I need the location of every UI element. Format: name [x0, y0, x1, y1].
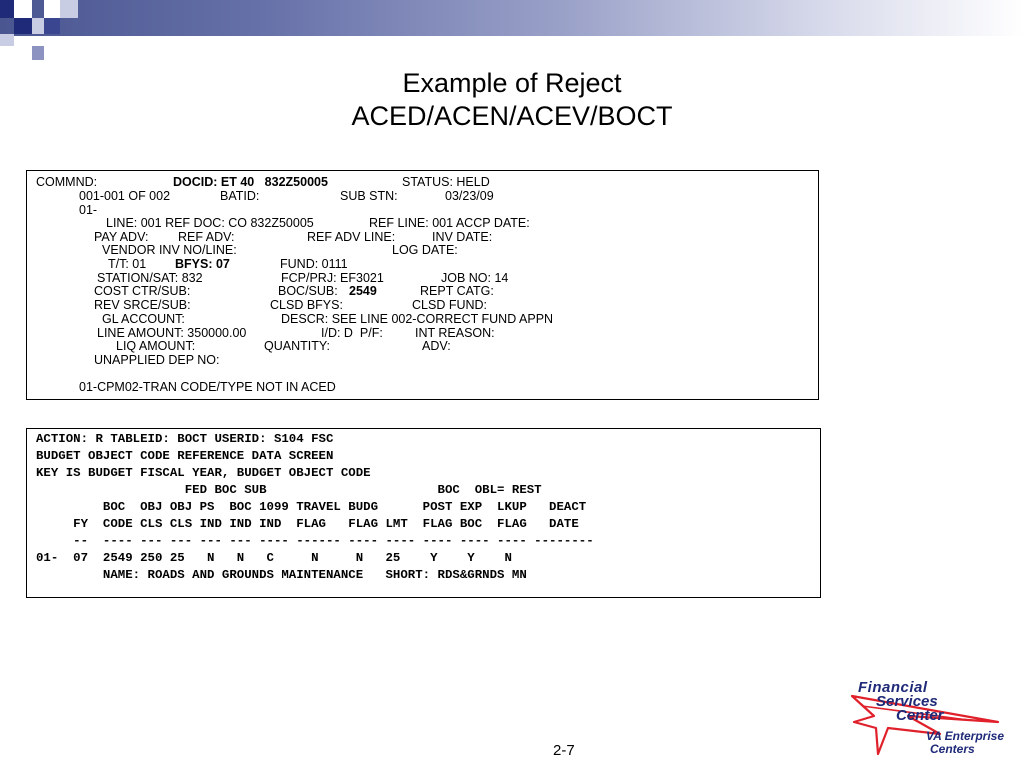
- reject-document-screen: [26, 170, 819, 400]
- clsd-fund-label: CLSD FUND:: [412, 298, 488, 312]
- screen-title-line: BUDGET OBJECT CODE REFERENCE DATA SCREEN: [36, 449, 334, 463]
- decor-square: [60, 0, 78, 18]
- key-line: KEY IS BUDGET FISCAL YEAR, BUDGET OBJECT CODE: [36, 466, 371, 480]
- line-ref-doc: LINE: 001 REF DOC: CO 832Z50005: [106, 216, 314, 230]
- slide-title-line1: Example of Reject: [402, 68, 622, 98]
- unapplied-dep-label: UNAPPLIED DEP NO:: [94, 353, 220, 367]
- int-reason-label: INT REASON:: [415, 326, 495, 340]
- logo-financial: Financial: [858, 679, 928, 696]
- table-row-name: NAME: ROADS AND GROUNDS MAINTENANCE SHORT: RDS&GRNDS MN: [36, 568, 527, 582]
- commnd-label: COMMND:: [36, 175, 98, 189]
- descr-field: DESCR: SEE LINE 002-CORRECT FUND APPN: [281, 312, 554, 326]
- bfys-field: BFYS: 07: [175, 257, 230, 271]
- decor-square: [44, 18, 60, 34]
- decor-square: [0, 34, 14, 46]
- pay-adv-label: PAY ADV:: [94, 230, 149, 244]
- logo-va-enterprise: VA Enterprise: [926, 729, 1005, 743]
- clsd-bfys-label: CLSD BFYS:: [270, 298, 343, 312]
- logo-centers: Centers: [930, 742, 975, 756]
- vendor-inv-label: VENDOR INV NO/LINE:: [102, 243, 237, 257]
- boc-sub-label: BOC/SUB:: [278, 284, 338, 298]
- log-date-label: LOG DATE:: [392, 243, 458, 257]
- fund-field: FUND: 0111: [280, 257, 348, 271]
- rev-srce-label: REV SRCE/SUB:: [94, 298, 191, 312]
- gl-account-label: GL ACCOUNT:: [102, 312, 185, 326]
- decor-square: [32, 18, 44, 34]
- batid-label: BATID:: [220, 189, 260, 203]
- page-number: 2-7: [553, 742, 575, 759]
- error-message: 01-CPM02-TRAN CODE/TYPE NOT IN ACED: [79, 380, 336, 394]
- boc-sub-value: 2549: [349, 284, 377, 298]
- tt-field: T/T: 01: [108, 257, 147, 271]
- decor-square: [32, 46, 44, 60]
- line-prefix: 01-: [79, 203, 98, 217]
- decor-square: [44, 0, 60, 18]
- table-row: 01- 07 2549 250 25 N N C N N 25 Y Y N: [36, 551, 512, 565]
- table-header-row3: FY CODE CLS CLS IND IND IND FLAG FLAG LMT FLAG BOC FLAG DATE: [36, 517, 579, 531]
- job-no-field: JOB NO: 14: [441, 271, 509, 285]
- fsc-logo: [848, 676, 1020, 764]
- cost-ctr-label: COST CTR/SUB:: [94, 284, 191, 298]
- logo-services: Services: [876, 693, 938, 710]
- rept-catg-label: REPT CATG:: [420, 284, 494, 298]
- sub-stn-label: SUB STN:: [340, 189, 398, 203]
- slide-title-line2: ACED/ACEN/ACEV/BOCT: [351, 101, 673, 131]
- table-header-row2: BOC OBJ OBJ PS BOC 1099 TRAVEL BUDG POST EXP LKUP DEACT: [36, 500, 587, 514]
- status-field: STATUS: HELD: [402, 175, 490, 189]
- station-field: STATION/SAT: 832: [97, 271, 203, 285]
- docid-field: DOCID: ET 40 832Z50005: [173, 175, 328, 189]
- line-amount-field: LINE AMOUNT: 350000.00: [97, 326, 247, 340]
- liq-amount-label: LIQ AMOUNT:: [116, 339, 196, 353]
- id-pf-field: I/D: D P/F:: [321, 326, 383, 340]
- doc-date: 03/23/09: [445, 189, 494, 203]
- logo-center: Center: [896, 707, 944, 724]
- header-gradient-bar: [0, 0, 1024, 36]
- adv-label: ADV:: [422, 339, 451, 353]
- line-count: 001-001 OF 002: [79, 189, 171, 203]
- quantity-label: QUANTITY:: [264, 339, 330, 353]
- ref-line-accp: REF LINE: 001 ACCP DATE:: [369, 216, 530, 230]
- decor-square: [14, 18, 32, 34]
- decor-square: [0, 0, 14, 18]
- ref-adv-line-label: REF ADV LINE:: [307, 230, 396, 244]
- inv-date-label: INV DATE:: [432, 230, 493, 244]
- fcp-prj-field: FCP/PRJ: EF3021: [281, 271, 384, 285]
- table-header-row1: FED BOC SUB BOC OBL= REST: [36, 483, 542, 497]
- ref-adv-label: REF ADV:: [178, 230, 235, 244]
- action-line: ACTION: R TABLEID: BOCT USERID: S104 FSC: [36, 432, 334, 446]
- boct-table-screen: [26, 428, 821, 598]
- table-separator: -- ---- --- --- --- --- ---- ------ ---- ---- ---- ---- ---- --------: [36, 534, 594, 548]
- decor-square: [14, 0, 32, 18]
